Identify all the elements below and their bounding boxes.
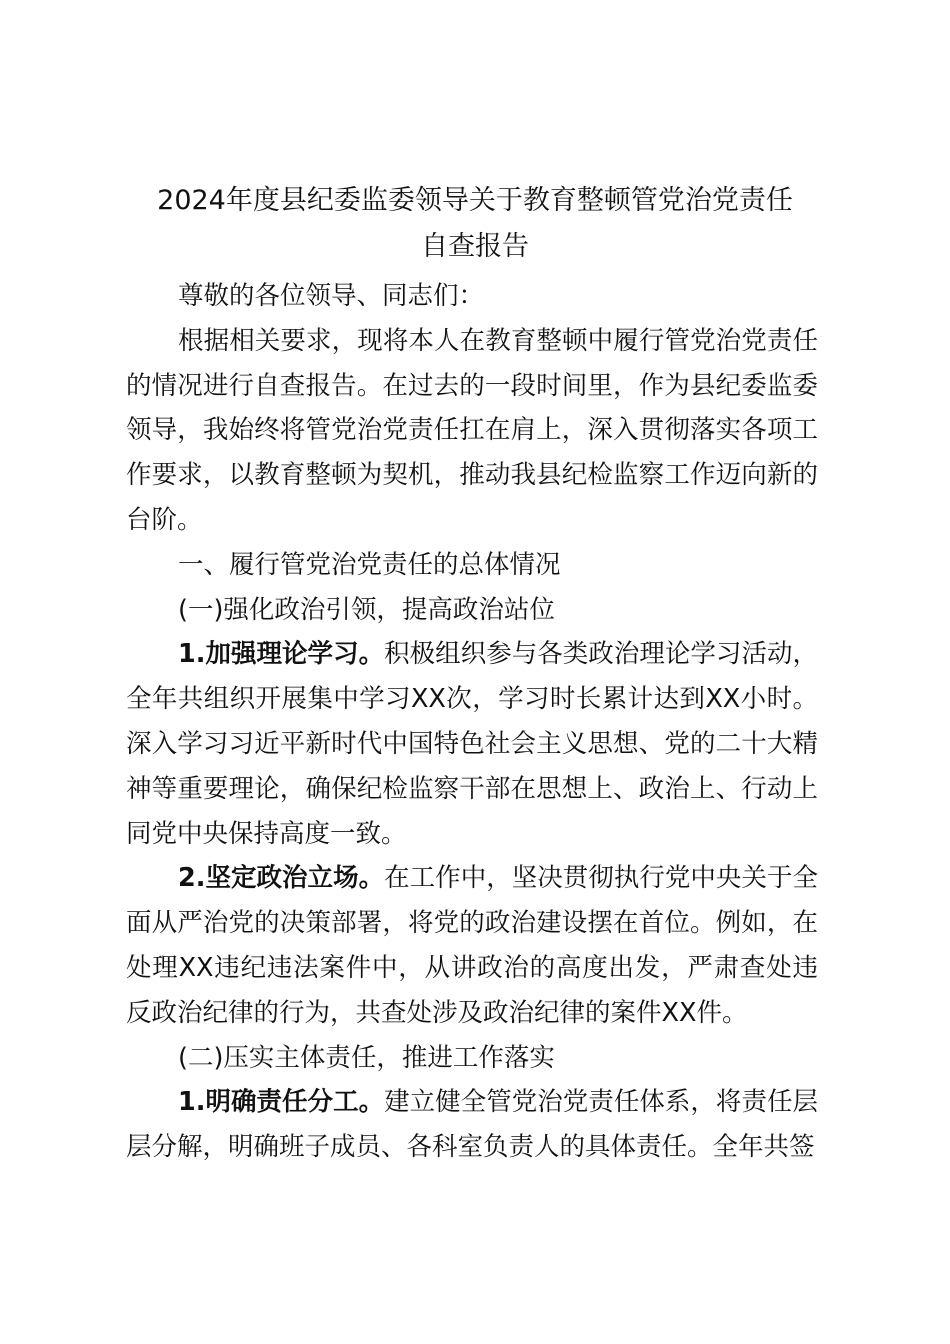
item-lead: 1.加强理论学习。 <box>178 639 385 670</box>
paragraph-item-1-1 <box>126 632 818 856</box>
subsection-heading-1: (一)强化政治引领，提高政治站位 <box>178 594 555 625</box>
section-heading-1: 一、履行管党治党责任的总体情况 <box>178 549 561 580</box>
document-title <box>110 178 840 270</box>
item-text: 在工作中，坚决贯彻执行党中央关于全面从严治党的决策部署，将党的政治建设摆在首位。例如，在处理XX违纪违法案件中，从讲政治的高度出发，严肃查处违反政治纪律的行为，共查处涉及政治纪律的案件XX件。 <box>126 863 818 1028</box>
paragraph-item-1-2 <box>126 856 818 1035</box>
salutation: 尊敬的各位领导、同志们： <box>178 281 485 311</box>
document-body <box>126 274 818 1170</box>
title-line-1: 2024年度县纪委监委领导关于教育整顿管党治党责任 <box>157 185 793 216</box>
paragraph-item-2-1 <box>126 1080 818 1170</box>
item-text: 积极组织参与各类政治理论学习活动，全年共组织开展集中学习XX次，学习时长累计达到XX小时。深入学习习近平新时代中国特色社会主义思想、党的二十大精神等重要理论，确保纪检监察干部在思想上、政治上、行动上同党中央保持高度一致。 <box>126 639 818 849</box>
title-line-2: 自查报告 <box>421 231 529 262</box>
item-text: 建立健全管党治党责任体系，将责任层层分解，明确班子成员、各科室负责人的具体责任。全年共签 <box>126 1087 818 1163</box>
item-lead: 2.坚定政治立场。 <box>178 863 385 894</box>
item-lead: 1.明确责任分工。 <box>178 1087 385 1118</box>
intro-paragraph: 根据相关要求，现将本人在教育整顿中履行管党治党责任的情况进行自查报告。在过去的一段时间里，作为县纪委监委领导，我始终将管党治党责任扛在肩上，深入贯彻落实各项工作要求，以教育整顿为契机，推动我县纪检监察工作迈向新的台阶。 <box>126 325 818 535</box>
subsection-heading-2: (二)压实主体责任，推进工作落实 <box>178 1042 555 1073</box>
